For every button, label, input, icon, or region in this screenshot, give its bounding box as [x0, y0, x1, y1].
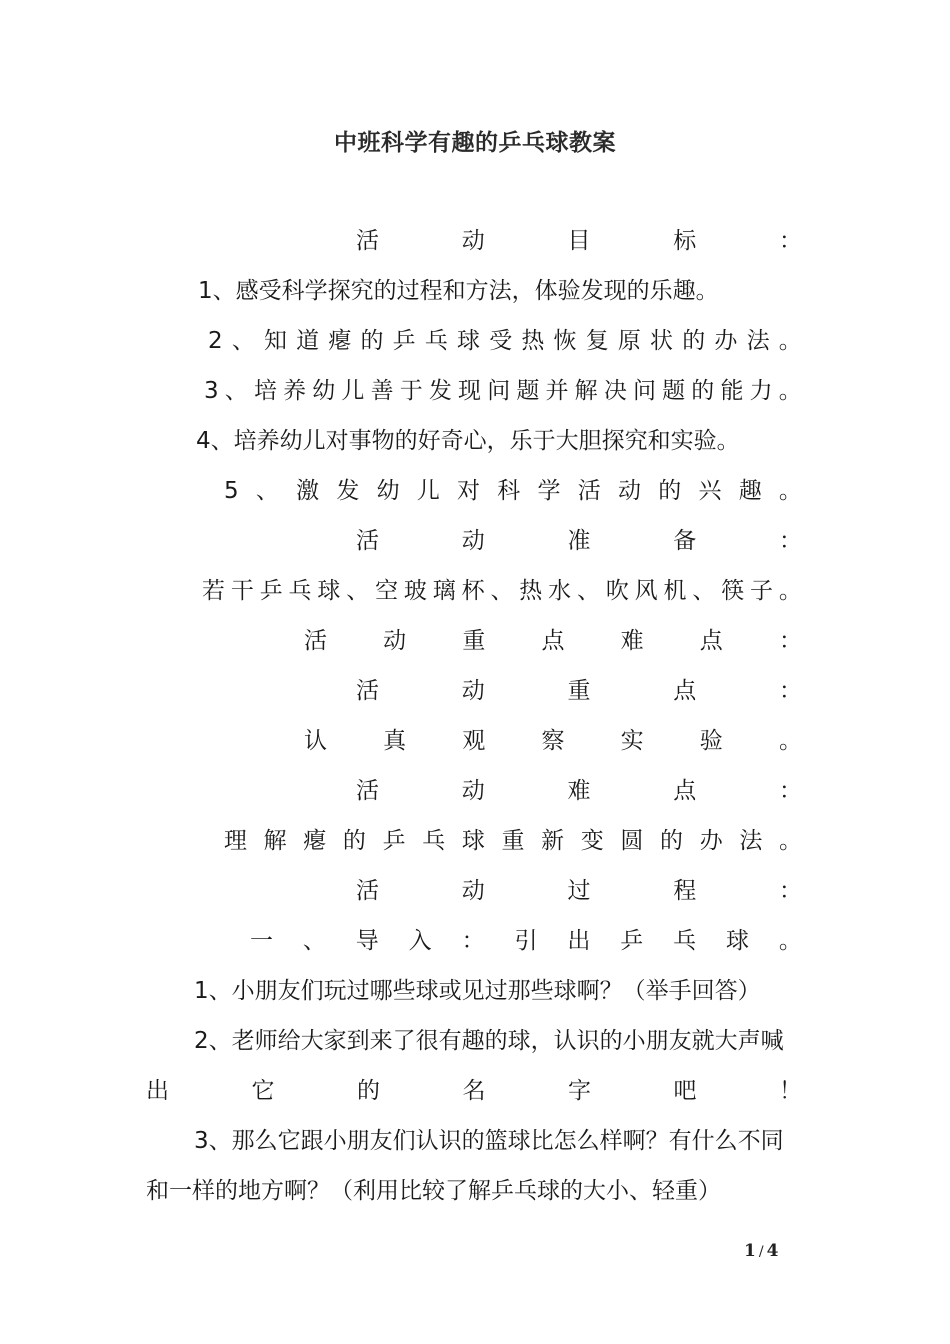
text-char: 乒	[392, 328, 416, 354]
text-char: 发	[336, 478, 360, 504]
text-char: 动	[461, 778, 485, 804]
text-char: ：	[779, 878, 802, 904]
text-char: ：	[461, 928, 485, 954]
text-char: 力	[749, 378, 773, 404]
text-char: 动	[461, 228, 485, 254]
text-char: 球	[726, 928, 750, 954]
text-char: 活	[577, 478, 601, 504]
text-char: 实	[620, 728, 644, 754]
text-line	[208, 326, 802, 356]
text-line	[356, 876, 802, 906]
text-char: 乒	[259, 578, 283, 604]
text-char: 受	[489, 328, 513, 354]
text-line	[224, 826, 802, 856]
text-char: 发	[428, 378, 452, 404]
text-char: 的	[360, 328, 384, 354]
text-char: 若	[202, 578, 225, 604]
text-char: 璃	[432, 578, 456, 604]
text-char: 。	[778, 328, 802, 354]
text-char: 、	[224, 378, 248, 404]
text-char: 备	[673, 528, 697, 554]
text-char: 的	[691, 378, 715, 404]
text-char: 过	[567, 878, 591, 904]
text-char: 学	[537, 478, 561, 504]
text-char: 真	[383, 728, 407, 754]
text-char: 瘪	[328, 328, 352, 354]
text-char: 、	[576, 578, 600, 604]
text-char: 。	[778, 478, 802, 504]
page-current: 1	[744, 1241, 756, 1261]
text-char: 导	[355, 928, 379, 954]
text-char: 乓	[422, 828, 446, 854]
text-char: 、	[302, 928, 326, 954]
text-char: 现	[458, 378, 482, 404]
text-char: 。	[778, 928, 802, 954]
text-char: 子	[750, 578, 774, 604]
text-char: 活	[356, 228, 379, 254]
text-line: 2、老师给大家到来了很有趣的球，认识的小朋友就大声喊	[194, 1028, 784, 1054]
text-char: 验	[699, 728, 723, 754]
text-char: 球	[317, 578, 341, 604]
text-char: 球	[461, 828, 485, 854]
text-char: 解	[574, 378, 598, 404]
text-char: 、	[231, 328, 255, 354]
text-line: 1、感受科学探究的过程和方法，体验发现的乐趣。	[198, 278, 719, 304]
text-line	[224, 476, 802, 506]
text-char: 动	[461, 528, 485, 554]
text-char: 引	[514, 928, 538, 954]
text-char: 儿	[341, 378, 365, 404]
text-char: 儿	[416, 478, 440, 504]
text-char: 法	[739, 828, 763, 854]
text-char: 能	[720, 378, 744, 404]
text-char: 难	[620, 628, 644, 654]
text-char: 的	[357, 1078, 380, 1104]
text-char: 激	[296, 478, 320, 504]
text-char: 活	[356, 678, 379, 704]
text-char: 的	[660, 828, 684, 854]
text-line	[304, 626, 802, 656]
text-line: 3、那么它跟小朋友们认识的篮球比怎么样啊？有什么不同	[194, 1128, 784, 1154]
text-char: 杯	[461, 578, 485, 604]
text-char: 乒	[620, 928, 644, 954]
text-char: 的	[682, 328, 706, 354]
text-char: 、	[692, 578, 716, 604]
text-char: 动	[461, 678, 485, 704]
text-char: 新	[541, 828, 565, 854]
text-char: 恢	[553, 328, 577, 354]
text-line	[356, 526, 802, 556]
text-line	[204, 376, 802, 406]
text-char: 它	[251, 1078, 275, 1104]
text-char: 善	[370, 378, 394, 404]
text-line: 和一样的地方啊？（利用比较了解乒乓球的大小、轻重）	[146, 1178, 721, 1204]
text-char: 出	[146, 1078, 169, 1104]
text-char: 状	[650, 328, 674, 354]
text-char: 点	[673, 778, 697, 804]
text-char: 幼	[312, 378, 336, 404]
text-char: 重	[462, 628, 486, 654]
text-char: 水	[548, 578, 572, 604]
text-char: 复	[585, 328, 609, 354]
text-char: 变	[580, 828, 604, 854]
text-char: 养	[283, 378, 307, 404]
text-char: 一	[250, 928, 273, 954]
text-char: 目	[567, 228, 591, 254]
text-char: 圆	[620, 828, 644, 854]
text-char: 法	[746, 328, 770, 354]
text-char: ：	[779, 528, 802, 554]
text-char: 球	[457, 328, 481, 354]
text-line	[356, 676, 802, 706]
text-char: 、	[346, 578, 370, 604]
text-char: 活	[304, 628, 327, 654]
text-char: 点	[673, 678, 697, 704]
text-line	[304, 726, 802, 756]
text-char: 。	[778, 578, 802, 604]
text-char: 的	[342, 828, 366, 854]
text-line	[356, 226, 802, 256]
text-char: 难	[567, 778, 591, 804]
page-number	[744, 1241, 778, 1261]
text-char: 乓	[424, 328, 448, 354]
text-char: 培	[253, 378, 277, 404]
text-char: 问	[487, 378, 511, 404]
text-char: 办	[699, 828, 723, 854]
text-char: 趣	[738, 478, 762, 504]
text-char: 风	[634, 578, 658, 604]
text-line: 1、小朋友们玩过哪些球或见过那些球啊？（举手回答）	[194, 978, 761, 1004]
text-line	[250, 926, 802, 956]
text-char: 问	[632, 378, 656, 404]
text-char: 标	[673, 228, 697, 254]
text-char: 题	[662, 378, 686, 404]
text-char: 程	[673, 878, 697, 904]
text-char: 、	[255, 478, 279, 504]
text-char: 动	[461, 878, 485, 904]
text-char: 的	[658, 478, 682, 504]
text-char: ：	[779, 228, 802, 254]
text-char: 入	[408, 928, 432, 954]
text-char: 并	[545, 378, 569, 404]
text-char: 筷	[721, 578, 745, 604]
text-char: 玻	[403, 578, 427, 604]
text-char: 准	[567, 528, 591, 554]
text-char: 字	[568, 1078, 591, 1104]
text-char: 重	[501, 828, 525, 854]
text-char: 重	[567, 678, 591, 704]
text-line	[146, 1076, 802, 1106]
text-char: 热	[521, 328, 545, 354]
text-char: 干	[230, 578, 254, 604]
text-char: 乓	[673, 928, 697, 954]
text-char: 。	[778, 728, 802, 754]
text-char: ：	[779, 778, 802, 804]
text-char: 出	[567, 928, 591, 954]
text-char: 观	[462, 728, 486, 754]
page-separator: /	[758, 1244, 764, 1260]
text-char: 兴	[698, 478, 722, 504]
text-char: 活	[356, 778, 379, 804]
text-char: 乓	[288, 578, 312, 604]
text-line	[202, 576, 802, 606]
text-char: 办	[714, 328, 738, 354]
text-char: 乒	[382, 828, 406, 854]
text-char: ：	[778, 628, 802, 654]
page-total: 4	[766, 1241, 779, 1261]
text-char: 题	[516, 378, 540, 404]
document-title: 中班科学有趣的乒乓球教案	[334, 130, 616, 156]
text-char: 科	[497, 478, 521, 504]
text-char: 名	[462, 1078, 486, 1104]
text-char: 瘪	[303, 828, 327, 854]
text-line: 4、培养幼儿对事物的好奇心，乐于大胆探究和实验。	[196, 428, 740, 454]
text-char: 。	[778, 828, 802, 854]
text-char: 原	[617, 328, 641, 354]
text-char: 热	[519, 578, 543, 604]
text-char: 3	[204, 378, 219, 404]
text-char: 解	[263, 828, 287, 854]
text-char: 吹	[605, 578, 629, 604]
text-char: 机	[663, 578, 687, 604]
text-char: 察	[541, 728, 565, 754]
text-char: 理	[224, 828, 247, 854]
text-char: 活	[356, 878, 379, 904]
text-char: 。	[778, 378, 802, 404]
text-char: 2	[208, 328, 223, 354]
text-char: 决	[603, 378, 627, 404]
text-char: 对	[457, 478, 481, 504]
text-char: ！	[779, 1078, 802, 1104]
text-char: ：	[779, 678, 802, 704]
text-line	[356, 776, 802, 806]
text-char: 活	[356, 528, 379, 554]
text-char: 认	[304, 728, 327, 754]
text-char: 点	[541, 628, 565, 654]
text-char: 动	[617, 478, 641, 504]
text-char: 5	[224, 478, 239, 504]
text-char: 空	[375, 578, 399, 604]
text-char: 、	[490, 578, 514, 604]
text-char: 动	[383, 628, 407, 654]
text-char: 吧	[673, 1078, 697, 1104]
text-char: 道	[296, 328, 320, 354]
text-char: 于	[399, 378, 423, 404]
text-char: 点	[699, 628, 723, 654]
text-char: 幼	[376, 478, 400, 504]
text-char: 知	[263, 328, 287, 354]
